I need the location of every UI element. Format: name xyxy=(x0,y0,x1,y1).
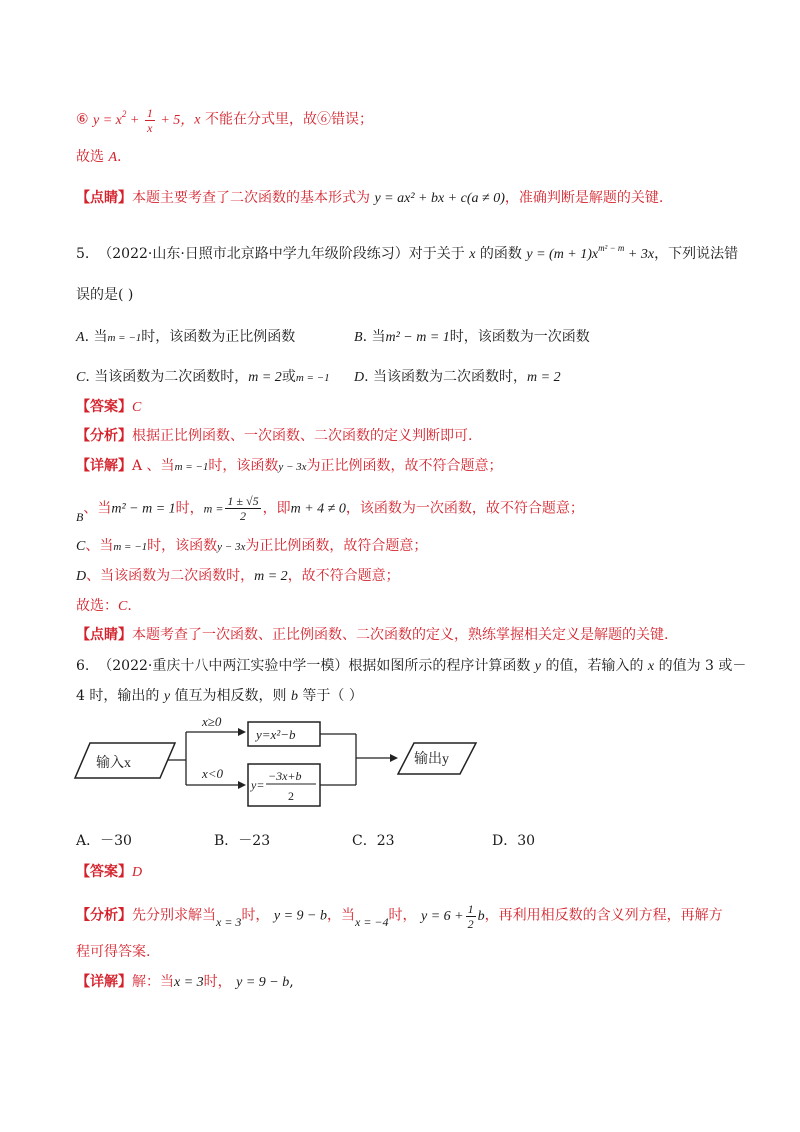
math-expr: $y = (m + 1)x^{m^2 - m} + 3x$ xyxy=(526,243,655,262)
note-5: 【点睛】本题考查了一次函数、正比例函数、二次函数的定义，熟练掌握相关定义是解题的关键. xyxy=(76,627,669,643)
detail-5-a: 【详解】A 、当m = −1时，该函数y − 3x为正比例函数，故不符合题意； xyxy=(76,458,503,474)
question-6-cont: 4 时，输出的 y 值互为相反数，则 b 等于（ ） xyxy=(76,688,363,704)
question-5: 5. （2022·山东·日照市北京路中学九年级阶段练习）对于关于 x 的函数 $y = (m + 1)x^{m^2 - m} + 3x$，下列说法错 xyxy=(76,243,739,262)
answer-5: 【答案】C xyxy=(76,399,142,415)
box2-pre: y= xyxy=(251,778,265,792)
option-c: C. 当该函数为二次函数时，m = 2或m = −1 xyxy=(76,369,330,385)
cond-top: x≥0 xyxy=(202,714,222,729)
math-expr: $y = x^2$ + $\frac{1}{x}$ + 5， xyxy=(93,106,195,135)
option-6-b: B．－23 xyxy=(214,833,271,849)
note-tag: 【点睛】 xyxy=(76,190,132,206)
question-5-cont: 误的是( ) xyxy=(76,287,134,303)
output-label: 输出y xyxy=(414,752,449,767)
choose-line: 故选 A. xyxy=(76,149,122,165)
analysis-6-cont: 程可得答案. xyxy=(76,944,151,960)
detail-5-c: C、当m = −1时，该函数y − 3x为正比例函数，故符合题意； xyxy=(76,538,428,554)
solution-line-6 xyxy=(76,106,373,135)
box2-den: 2 xyxy=(288,789,294,803)
question-6: 6. （2022·重庆十八中两江实验中学一模）根据如图所示的程序计算函数 y 的值，若输入的 x 的值为 3 或－ xyxy=(76,658,747,674)
option-6-a: A．－30 xyxy=(76,833,132,849)
box1-label: y=x²−b xyxy=(256,727,296,742)
box2-num: −3x+b xyxy=(268,769,302,783)
flowchart xyxy=(0,710,800,830)
option-6-d: D．30 xyxy=(492,833,536,849)
analysis-6: 【分析】先分别求解当x = 3时， y = 9 − b，当x = −4时， y = 6 + $\frac{1}{2}$ b，再利用相反数的含义列方程，再解方 xyxy=(76,902,723,931)
math-expr: y = ax² + bx + c(a ≠ 0) xyxy=(374,191,505,206)
option-6-c: C．23 xyxy=(352,833,395,849)
note-line: 【点睛】本题主要考查了二次函数的基本形式为 y = ax² + bx + c(a ≠ 0)，准确判断是解题的关键. xyxy=(76,190,664,206)
cond-bottom: x<0 xyxy=(202,766,224,781)
text: 不能在分式里，故⑥错误； xyxy=(200,111,373,128)
var-x: x xyxy=(194,112,201,128)
option-d: D. 当该函数为二次函数时，m = 2 xyxy=(354,369,561,385)
option-a: A. 当m = −1时，该函数为正比例函数 xyxy=(76,329,296,345)
answer-6: 【答案】D xyxy=(76,864,143,880)
arrow-head xyxy=(238,781,246,789)
detail-5-d: D、当该函数为二次函数时，m = 2，故不符合题意； xyxy=(76,568,400,584)
option-b: B. 当m² − m = 1时，该函数为一次函数 xyxy=(354,329,590,345)
circled-number: ⑥ xyxy=(76,111,89,128)
analysis-5: 【分析】根据正比例函数、一次函数、二次函数的定义判断即可. xyxy=(76,428,473,444)
input-label: 输入x xyxy=(96,756,131,771)
arrow-head xyxy=(390,754,398,762)
detail-6: 【详解】解：当x = 3时， y = 9 − b, xyxy=(76,974,294,990)
arrow-head xyxy=(238,728,246,736)
detail-5-b: B、当m² − m = 1时，m = $\frac{1 \pm √5}{2}$ ，即m + 4 ≠ 0，该函数为一次函数，故不符合题意； xyxy=(76,494,584,524)
choose-5: 故选：C. xyxy=(76,598,132,614)
